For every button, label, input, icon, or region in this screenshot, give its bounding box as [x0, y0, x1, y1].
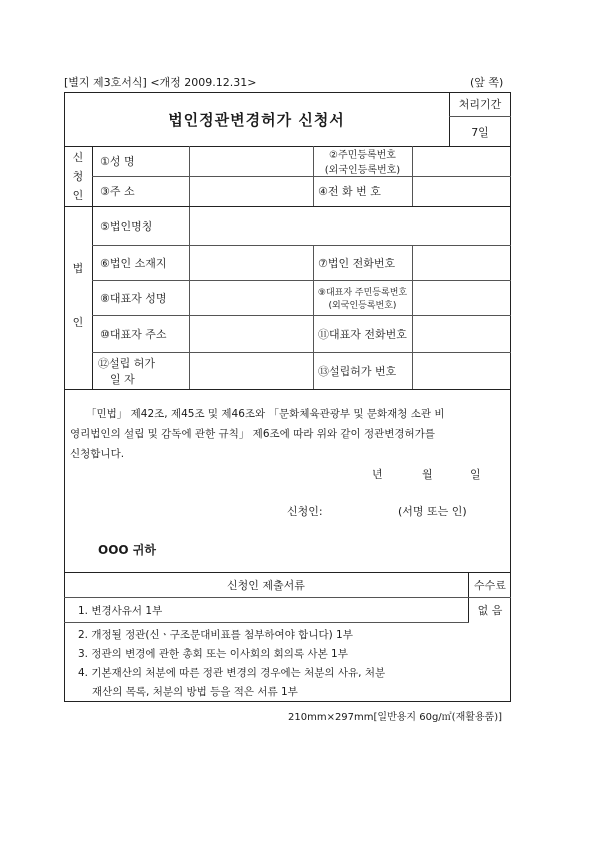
corp-phone-label: ⑦법인 전화번호 — [318, 256, 396, 270]
form-reference: [별지 제3호서식] <개정 2009.12.31> — [64, 76, 257, 89]
fee-value: 없 음 — [477, 604, 503, 617]
applicant-phone-label: ④전 화 번 호 — [318, 185, 381, 198]
statement-line: 신청합니다. — [70, 448, 125, 460]
rep-name-field[interactable] — [190, 281, 312, 315]
rep-address-field[interactable] — [190, 316, 312, 352]
rep-id-label-line: ⑨대표자 주민등록번호 — [317, 287, 408, 298]
statement-line: 영리법인의 설립 및 감독에 관한 규칙」 제6조에 따라 위와 같이 정관변경허가를 — [70, 428, 435, 440]
corp-location-label: ⑥법인 소재지 — [100, 256, 167, 270]
date-day-label: 일 — [470, 468, 481, 481]
rep-phone-field[interactable] — [413, 316, 510, 352]
fee-label: 수수료 — [474, 578, 506, 592]
applicant-name-field[interactable] — [190, 147, 312, 176]
est-date-label-line: 일 자 — [110, 373, 135, 386]
est-no-field[interactable] — [413, 353, 510, 389]
applicant-group-char: 인 — [72, 189, 84, 202]
addressee: OOO 귀하 — [98, 543, 156, 557]
processing-period-value: 7일 — [471, 125, 489, 139]
document-item: 3. 정관의 변경에 관한 총회 또는 이사회의 회의록 사본 1부 — [78, 648, 348, 660]
statement-line: 「민법」 제42조, 제45조 및 제46조와 「문화체육관광부 및 문화재청 소관 비 — [86, 408, 445, 420]
signer-label: 신청인: — [287, 505, 323, 518]
applicant-id-label-line: (외국인등록번호) — [324, 165, 401, 176]
applicant-group-char: 신 — [72, 151, 84, 164]
est-date-label — [98, 353, 186, 389]
document-item: 1. 변경사유서 1부 — [78, 605, 163, 617]
corp-phone-field[interactable] — [413, 246, 510, 280]
corporation-group-char: 법 — [72, 262, 84, 275]
rep-id-label — [313, 280, 412, 315]
paper-spec: 210mm×297mm[일반용지 60g/㎡(재활용품)] — [288, 712, 503, 723]
applicant-id-label — [313, 146, 412, 176]
processing-period-label: 처리기간 — [458, 98, 502, 111]
applicant-group-char: 청 — [72, 170, 84, 183]
signer-name-field[interactable] — [330, 499, 392, 519]
date-month-label: 월 — [422, 468, 433, 481]
page-side-label: (앞 쪽) — [470, 76, 504, 89]
document-item: 재산의 목록, 처분의 방법 등을 적은 서류 1부 — [92, 686, 298, 698]
rep-phone-label: ⑪대표자 전화번호 — [318, 327, 407, 341]
corporation-group-char: 인 — [72, 316, 84, 329]
rep-address-label: ⑩대표자 주소 — [100, 327, 167, 341]
form-title: 법인정관변경허가 신청서 — [168, 110, 345, 129]
corp-name-label: ⑤법인명칭 — [100, 219, 153, 233]
est-date-label-line: ⑫설립 허가 — [98, 357, 156, 370]
documents-header: 신청인 제출서류 — [227, 578, 305, 592]
applicant-group-label — [64, 146, 92, 206]
est-date-field[interactable] — [190, 353, 312, 389]
corp-name-field[interactable] — [190, 207, 510, 245]
est-no-label: ⑬설립허가 번호 — [318, 364, 397, 378]
rep-id-label-line: (외국인등록번호) — [328, 300, 397, 311]
applicant-phone-field[interactable] — [413, 177, 510, 206]
date-year-label: 년 — [372, 468, 383, 481]
applicant-name-label: ①성 명 — [100, 155, 135, 168]
sign-or-seal-label: (서명 또는 인) — [398, 505, 467, 518]
date-day-field[interactable] — [434, 463, 466, 481]
applicant-address-field[interactable] — [190, 177, 312, 206]
applicant-id-label-line: ②주민등록번호 — [329, 150, 396, 161]
document-item: 4. 기본재산의 처분에 따른 정관 변경의 경우에는 처분의 사유, 처분 — [78, 667, 386, 679]
corp-location-field[interactable] — [190, 246, 312, 280]
rep-id-field[interactable] — [413, 281, 510, 315]
rep-name-label: ⑧대표자 성명 — [100, 291, 167, 305]
corporation-group-label — [64, 260, 92, 330]
applicant-id-field[interactable] — [413, 147, 510, 176]
date-month-field[interactable] — [384, 463, 416, 481]
applicant-address-label: ③주 소 — [100, 185, 135, 198]
document-item: 2. 개정될 정관(신ㆍ구조문대비표를 첨부하여야 합니다) 1부 — [78, 629, 353, 641]
